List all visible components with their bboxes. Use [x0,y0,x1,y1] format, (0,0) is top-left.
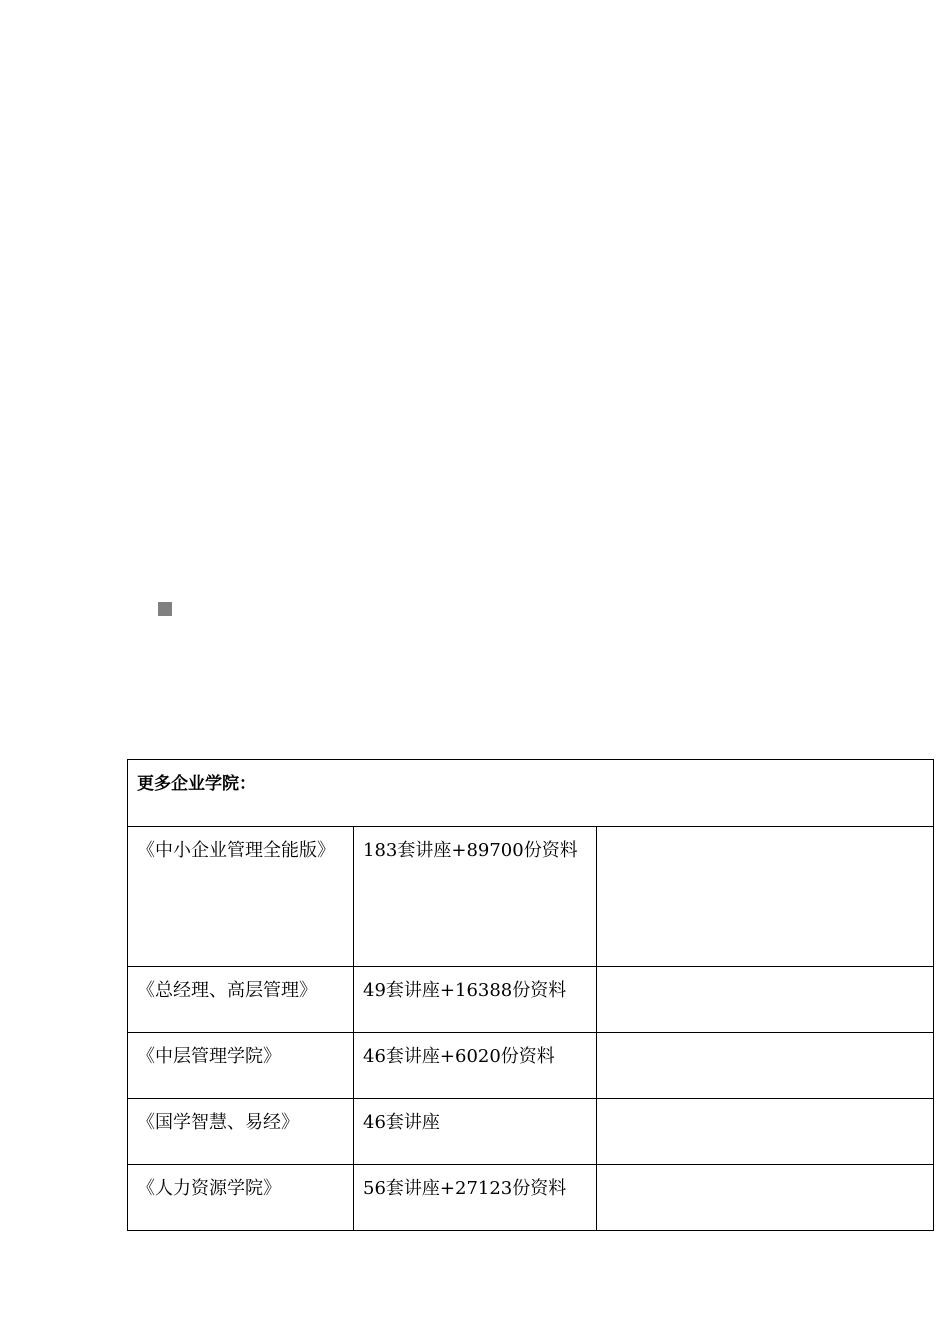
course-title: 《人力资源学院》 [128,1165,354,1231]
course-count: 183套讲座+89700份资料 [354,827,597,967]
course-extra [597,827,934,967]
course-title: 《中层管理学院》 [128,1033,354,1099]
course-title: 《国学智慧、易经》 [128,1099,354,1165]
table-row [128,1099,934,1165]
square-bullet-icon [158,602,172,616]
course-extra [597,1165,934,1231]
course-count: 49套讲座+16388份资料 [354,967,597,1033]
course-title: 《中小企业管理全能版》 [137,840,335,861]
table-header: 更多企业学院： [128,760,934,827]
academy-table [127,759,934,1231]
table-row [128,1033,934,1099]
table-row [128,967,934,1033]
course-extra [597,967,934,1033]
course-extra [597,1033,934,1099]
course-title-cell [128,827,354,967]
course-count: 46套讲座 [354,1099,597,1165]
course-count: 56套讲座+27123份资料 [354,1165,597,1231]
table-row [128,1165,934,1231]
table-row [128,827,934,967]
course-count: 46套讲座+6020份资料 [354,1033,597,1099]
course-title: 《总经理、高层管理》 [128,967,354,1033]
course-extra [597,1099,934,1165]
